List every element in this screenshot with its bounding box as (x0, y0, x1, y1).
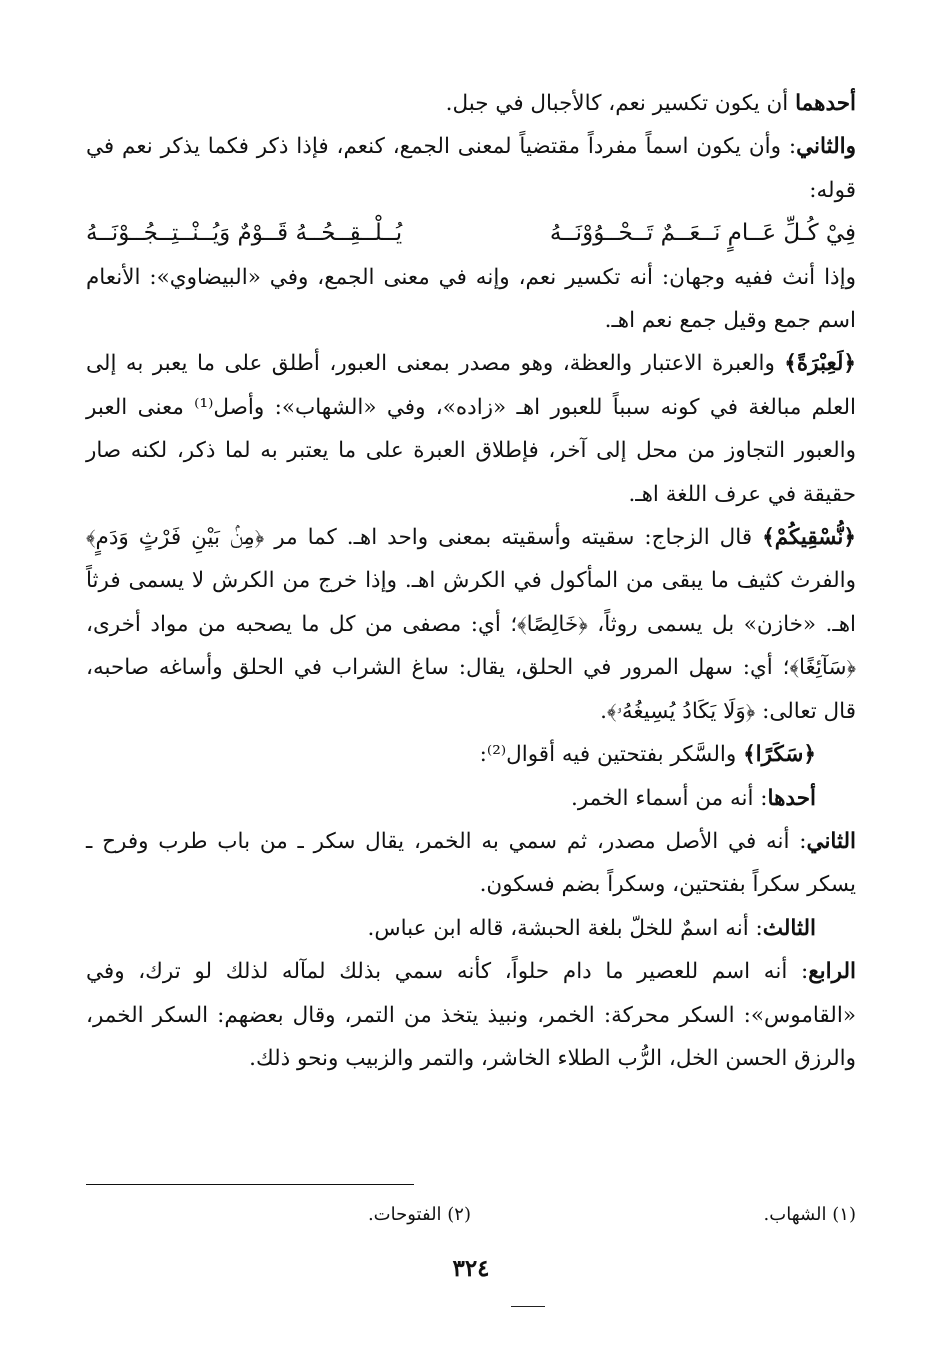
quran-term: ﴿سَكَرًا﴾ (743, 742, 816, 768)
paragraph-text: : أنه اسمٌ للخلّ بلغة الحبشة، قاله ابن عباس. (367, 915, 763, 941)
lead-word: الرابع (808, 959, 856, 985)
footnote-1: (١) الشهاب. (763, 1204, 856, 1225)
paragraph-sakar (86, 733, 856, 776)
paragraph-ibra (86, 342, 856, 516)
paragraph-feminine (86, 256, 856, 343)
paragraph-text: : أنه في الأصل مصدر، ثم سمي به الخمر، يقال سكر ـ من باب طرب وفرح ـ يسكر سكراً بفتحتين، وسكراً بضم فسكون. (86, 828, 856, 898)
poetry-verse (86, 212, 856, 255)
quran-term: ﴿لَعِبْرَةً﴾ (784, 351, 857, 377)
paragraph-first-view (86, 82, 856, 125)
lead-word: والثاني (796, 134, 856, 160)
body-text (86, 82, 856, 1080)
lead-word: أحدهما (795, 91, 856, 116)
paragraph-text: : وأن يكون اسماً مفرداً مقتضياً لمعنى الجمع، كنعم، فإذا ذكر فكما يذكر نعم في قوله: (86, 134, 856, 203)
paragraph-text: قال الزجاج: سقيته وأسقيته بمعنى واحد اهـ. كما مر ﴿مِنۢ بَيْنِ فَرْثٍ وَدَمٍ﴾ والفرث كثيف ما يبقى من المأكول في الكرش اهـ. وإذا خرج من الكرش لا يسمى فرثاً اهـ. «خازن» بل يسمى روثاً، ﴿خَالِصًا﴾؛ أي: مصفى من كل ما يصحبه من مواد أخرى، ﴿سَآئِغًا﴾؛ أي: سهل المرور في الحلق، يقال: ساغ الشراب في الحلق وأساغه صاحبه، قال تعالى: ﴿وَلَا يَكَادُ يُسِيغُهُۥ﴾. (86, 525, 856, 724)
paragraph-second-opinion (86, 820, 856, 907)
lead-word: الثاني (806, 828, 856, 854)
paragraph-text: : أنه اسم للعصير ما دام حلواً، كأنه سمي بذلك لمآله لذلك لو ترك، وفي «القاموس»: السكر محركة: الخمر، ونبيذ يتخذ من التمر، وقال بعضهم: السكر الخمر، والرزق الحسن الخل، الرُّب الطلاء الخاشر، والتمر والزبيب ونحو ذلك. (86, 959, 856, 1071)
page-number: ٣٢٤ (452, 1255, 490, 1282)
paragraph-text: والسَّكر بفتحتين فيه أقوال⁽²⁾: (479, 742, 744, 768)
paragraph-nusqikum (86, 516, 856, 733)
lead-word: الثالث (762, 915, 816, 941)
paragraph-text: وإذا أنث ففيه وجهان: أنه تكسير نعم، وإنه في معنى الجمع، وفي «البيضاوي»: الأنعام اسم جمع وقيل جمع نعم اهـ. (86, 264, 856, 334)
verse-second-hemistich: يُــلْــقِــحُــهُ قَــوْمٌ وَيُــنْــتِــجُــوْنَــهُ (86, 220, 403, 247)
bottom-dash (511, 1306, 545, 1307)
lead-word: أحدها (767, 785, 816, 811)
paragraph-first-opinion (86, 777, 856, 820)
paragraph-text: والعبرة الاعتبار والعظة، وهو مصدر بمعنى العبور، أطلق على ما يعبر به إلى العلم مبالغة في كونه سبباً للعبور اهـ «زاده»، وفي «الشهاب»: وأصل⁽¹⁾ معنى العبر والعبور التجاوز من محل إلى آخر، فإطلاق العبرة على ما يعتبر به لما ذكر، لكنه صار حقيقة في عرف اللغة اهـ. (86, 351, 856, 507)
paragraph-third-opinion (86, 907, 856, 950)
paragraph-text: أن يكون تكسير نعم، كالأجبال في جبل. (445, 91, 796, 116)
footnote-2: (٢) الفتوحات. (367, 1204, 471, 1225)
verse-first-hemistich: فِيْ كُـلِّ عَــامٍ نَــعَــمٌ تَــحْــوُوْنَــهُ (549, 220, 856, 247)
paragraph-fourth-opinion (86, 950, 856, 1080)
footnotes (86, 1200, 856, 1230)
footnote-divider (86, 1184, 414, 1185)
paragraph-second-view (86, 125, 856, 212)
quran-term: ﴿نُّسْقِيكُمْ﴾ (762, 525, 856, 551)
paragraph-text: : أنه من أسماء الخمر. (570, 785, 768, 811)
